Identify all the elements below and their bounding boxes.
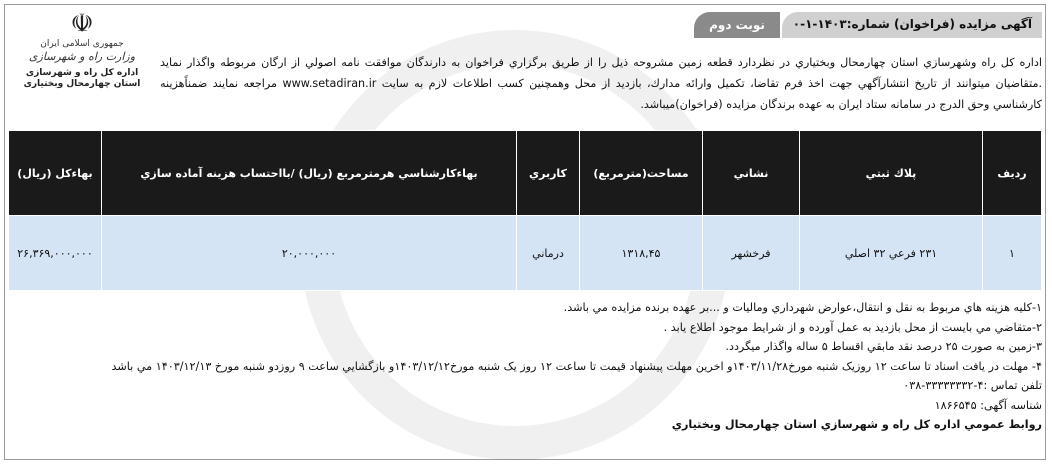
intro-paragraph: اداره کل راه وشهرسازي استان چهارمحال وبختياري در نظردارد قطعه زمين مشروحه ذيل را از طريق برگزاري فراخوان به دارندگان موافقت نامه اصولي از ارگان مربوطه واگذار نمايد .متقاضيان ميتوانند از تاريخ انتشارآگهي جهت اخذ فرم تقاضا، تكميل وارائه مدارك، بازديد از محل وهمچنين كسب اطلاعات لازم به سايت www.setadiran.ir مراجعه نمايند ضمناًهزينه كارشناسي وحق الدرج در سامانه ستاد ايران به عهده برندگان مزايده (فراخوان)ميباشد. [160, 56, 1042, 111]
logo-line-2: وزارت راه و شهرسازی [28, 50, 136, 63]
table-header-row [9, 131, 1042, 216]
cell-row-number: ۱ [983, 216, 1042, 291]
table-row [9, 216, 1042, 291]
notes-section [20, 298, 1042, 435]
col-total-price: بهاءكل (ريال) [9, 131, 102, 216]
cell-unit-price: ۲۰,۰۰۰,۰۰۰ [102, 216, 517, 291]
logo-line-3: اداره کل راه و شهرسازی [25, 68, 139, 78]
note-1: ۱-كليه هزينه هاي مربوط به نقل و انتقال،عوارض شهرداري وماليات و ...بر عهده برنده مزايده مي باشد. [563, 301, 1042, 314]
notice-title: آگهی مزایده (فراخوان) شماره:۱۴۰۳-۱-۰ [782, 12, 1042, 38]
note-2: ۲-متقاضي مي بايست از محل بازديد به عمل آورده و از شرايط موجود اطلاع يابد . [663, 320, 1042, 334]
cell-address: فرخشهر [703, 216, 800, 291]
ad-identifier: شناسه آگهی: ۱۸۶۶۵۴۵ [934, 398, 1042, 412]
cell-usage: درماني [517, 216, 580, 291]
cell-plot-number: ۲۳۱ فرعي ۳۲ اصلي [800, 216, 983, 291]
auction-table [8, 130, 1042, 291]
logo-line-1: جمهوری اسلامی ایران [40, 39, 124, 49]
col-usage: كاربري [517, 131, 580, 216]
cell-total-price: ۲۶,۳۶۹,۰۰۰,۰۰۰ [9, 216, 102, 291]
col-plot-number: پلاك ثبتي [800, 131, 983, 216]
note-3: ۳-زمين به صورت ۲۵ درصد نقد مابقي اقساط ۵ ساله واگذار ميگردد. [725, 340, 1042, 353]
col-address: نشاني [703, 131, 800, 216]
ministry-logo [12, 10, 152, 120]
note-4: ۴- مهلت در يافت اسناد تا ساعت ۱۲ روزيک شنبه مورخ۱۴۰۳/۱۱/۲۸و اخرين مهلت پيشنهاد قيمت تا ساعت ۱۲ روز يک شنبه مورخ۱۴۰۳/۱۲/۱۲و بازگشايي ساعت ۹ روزدو شنبه مورخ ۱۴۰۳/۱۲/۱۳ مي باشد [111, 359, 1042, 373]
col-unit-price: بهاءكارشناسي هرمترمربع (ريال) /بااحتساب هزينه آماده سازي [102, 131, 517, 216]
round-badge: نوبت دوم [694, 12, 780, 38]
col-area: مساحت(مترمربع) [580, 131, 703, 216]
cell-area: ۱۳۱۸,۴۵ [580, 216, 703, 291]
logo-line-4: استان چهارمحال وبختیاری [23, 79, 141, 89]
footer-signature: روابط عمومي اداره كل راه و شهرسازي استان چهارمحال وبختياري [671, 418, 1042, 431]
col-row-number: رديف [983, 131, 1042, 216]
phone-number: تلفن تماس :۴-۳۳۳۳۳۳۳۲-۰۳۸ [903, 379, 1042, 392]
emblem-icon: ☫ [70, 9, 94, 39]
